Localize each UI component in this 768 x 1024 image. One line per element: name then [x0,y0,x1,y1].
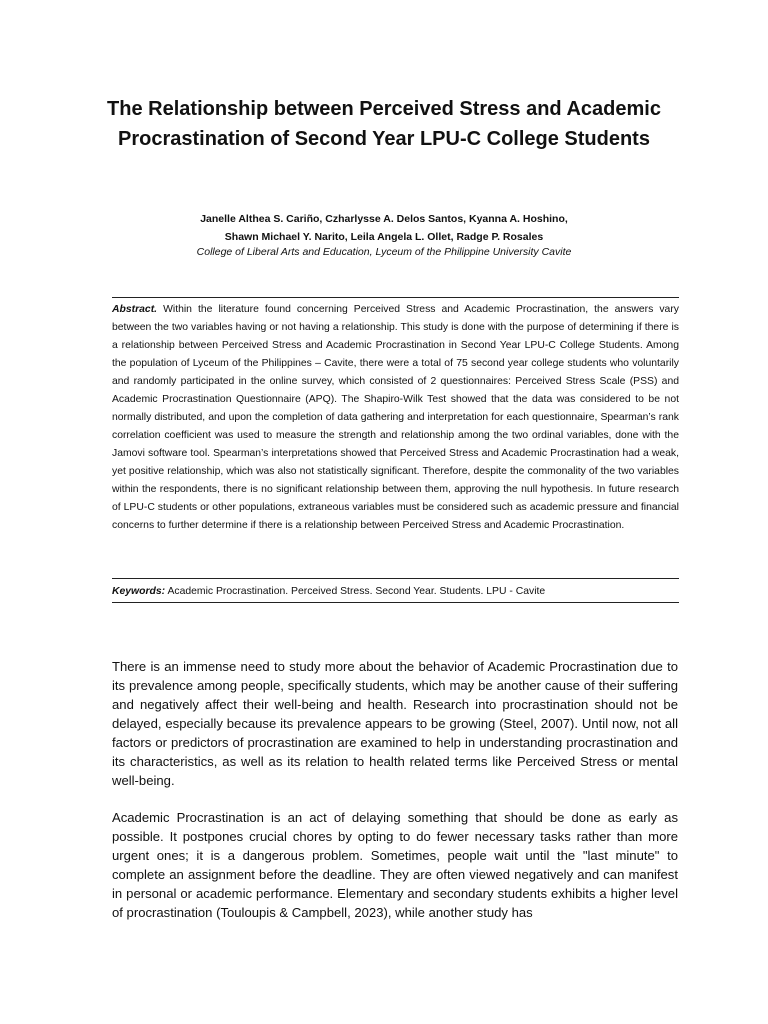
paper-title: The Relationship between Perceived Stress and Academic Procrastination of Second Year LPU-C College Students [107,98,661,150]
body-paragraph-2: Academic Procrastination is an act of delaying something that should be done as early as possible. It postpones crucial chores by opting to do fewer necessary tasks rather than more urgent ones; it is a dangerous problem. Sometimes, people wait until the "last minute" to complete an assignment before the deadline. They are often viewed negatively and can manifest in personal or academic performance. Elementary and secondary students exhibits a higher level of procrastination (Touloupis & Campbell, 2023), while another study has [112,810,678,920]
abstract-block [112,301,679,535]
abstract-top-rule [112,297,679,298]
affiliation: College of Liberal Arts and Education, Lyceum of the Philippine University Cavite [196,246,572,258]
body-paragraph-1: There is an immense need to study more about the behavior of Academic Procrastination due to its prevalence among people, specifically students, which may be another cause of their suffering and negatively affect their well-being and health. Research into procrastination should not be delayed, especially because its prevalence appears to be growing (Steel, 2007). Until now, not all factors or predictors of procrastination are examined to help in understanding procrastination and its characteristics, as well as its relation to health related terms like Perceived Stress or mental well-being. [112,659,678,788]
keywords-block [112,583,679,601]
abstract-label: Abstract. [112,304,158,315]
keywords-bottom-rule [112,602,679,603]
abstract-text: Within the literature found concerning Perceived Stress and Academic Procrastination, the answers vary between the two variables having or not having a relationship. This study is done with the purpose of determining if there is a relationship between Perceived Stress and Academic Procrastination in Second Year LPU-C College Students. Among the population of Lyceum of the Philippines – Cavite, there were a total of 75 second year college students who voluntarily and randomly participated in the online survey, which consisted of 2 questionnaires: Perceived Stress Scale (PSS) and Academic Procrastination Questionnaire (APQ). The Shapiro-Wilk Test showed that the data was considered to be not normally distributed, and upon the completion of data gathering and interpretation for each questionnaire, Spearman’s rank correlation coefficient was used to measure the strength and relationship among the two ordinal variables, done with the Jamovi software tool. Spearman’s interpretations showed that Perceived Stress and Academic Procrastination had a weak, yet positive relationship, which was also not statistically significant. Therefore, despite the commonality of the two variables within the respondents, there is no significant relationship between them, approving the null hypothesis. In future research of LPU-C students or other populations, extraneous variables must be considered such as academic pressure and financial concerns to further determine if there is a relationship between Perceived Stress and Academic Procrastination. [112,304,679,531]
author-list [90,210,678,246]
authors-line-2: Shawn Michael Y. Narito, Leila Angela L. Ollet, Radge P. Rosales [224,231,544,243]
authors-line-1: Janelle Althea S. Cariño, Czharlysse A. Delos Santos, Kyanna A. Hoshino, [200,213,568,225]
keywords-text: Academic Procrastination. Perceived Stress. Second Year. Students. LPU - Cavite [167,586,546,597]
keywords-label: Keywords: [112,586,166,597]
keywords-top-rule [112,578,679,579]
